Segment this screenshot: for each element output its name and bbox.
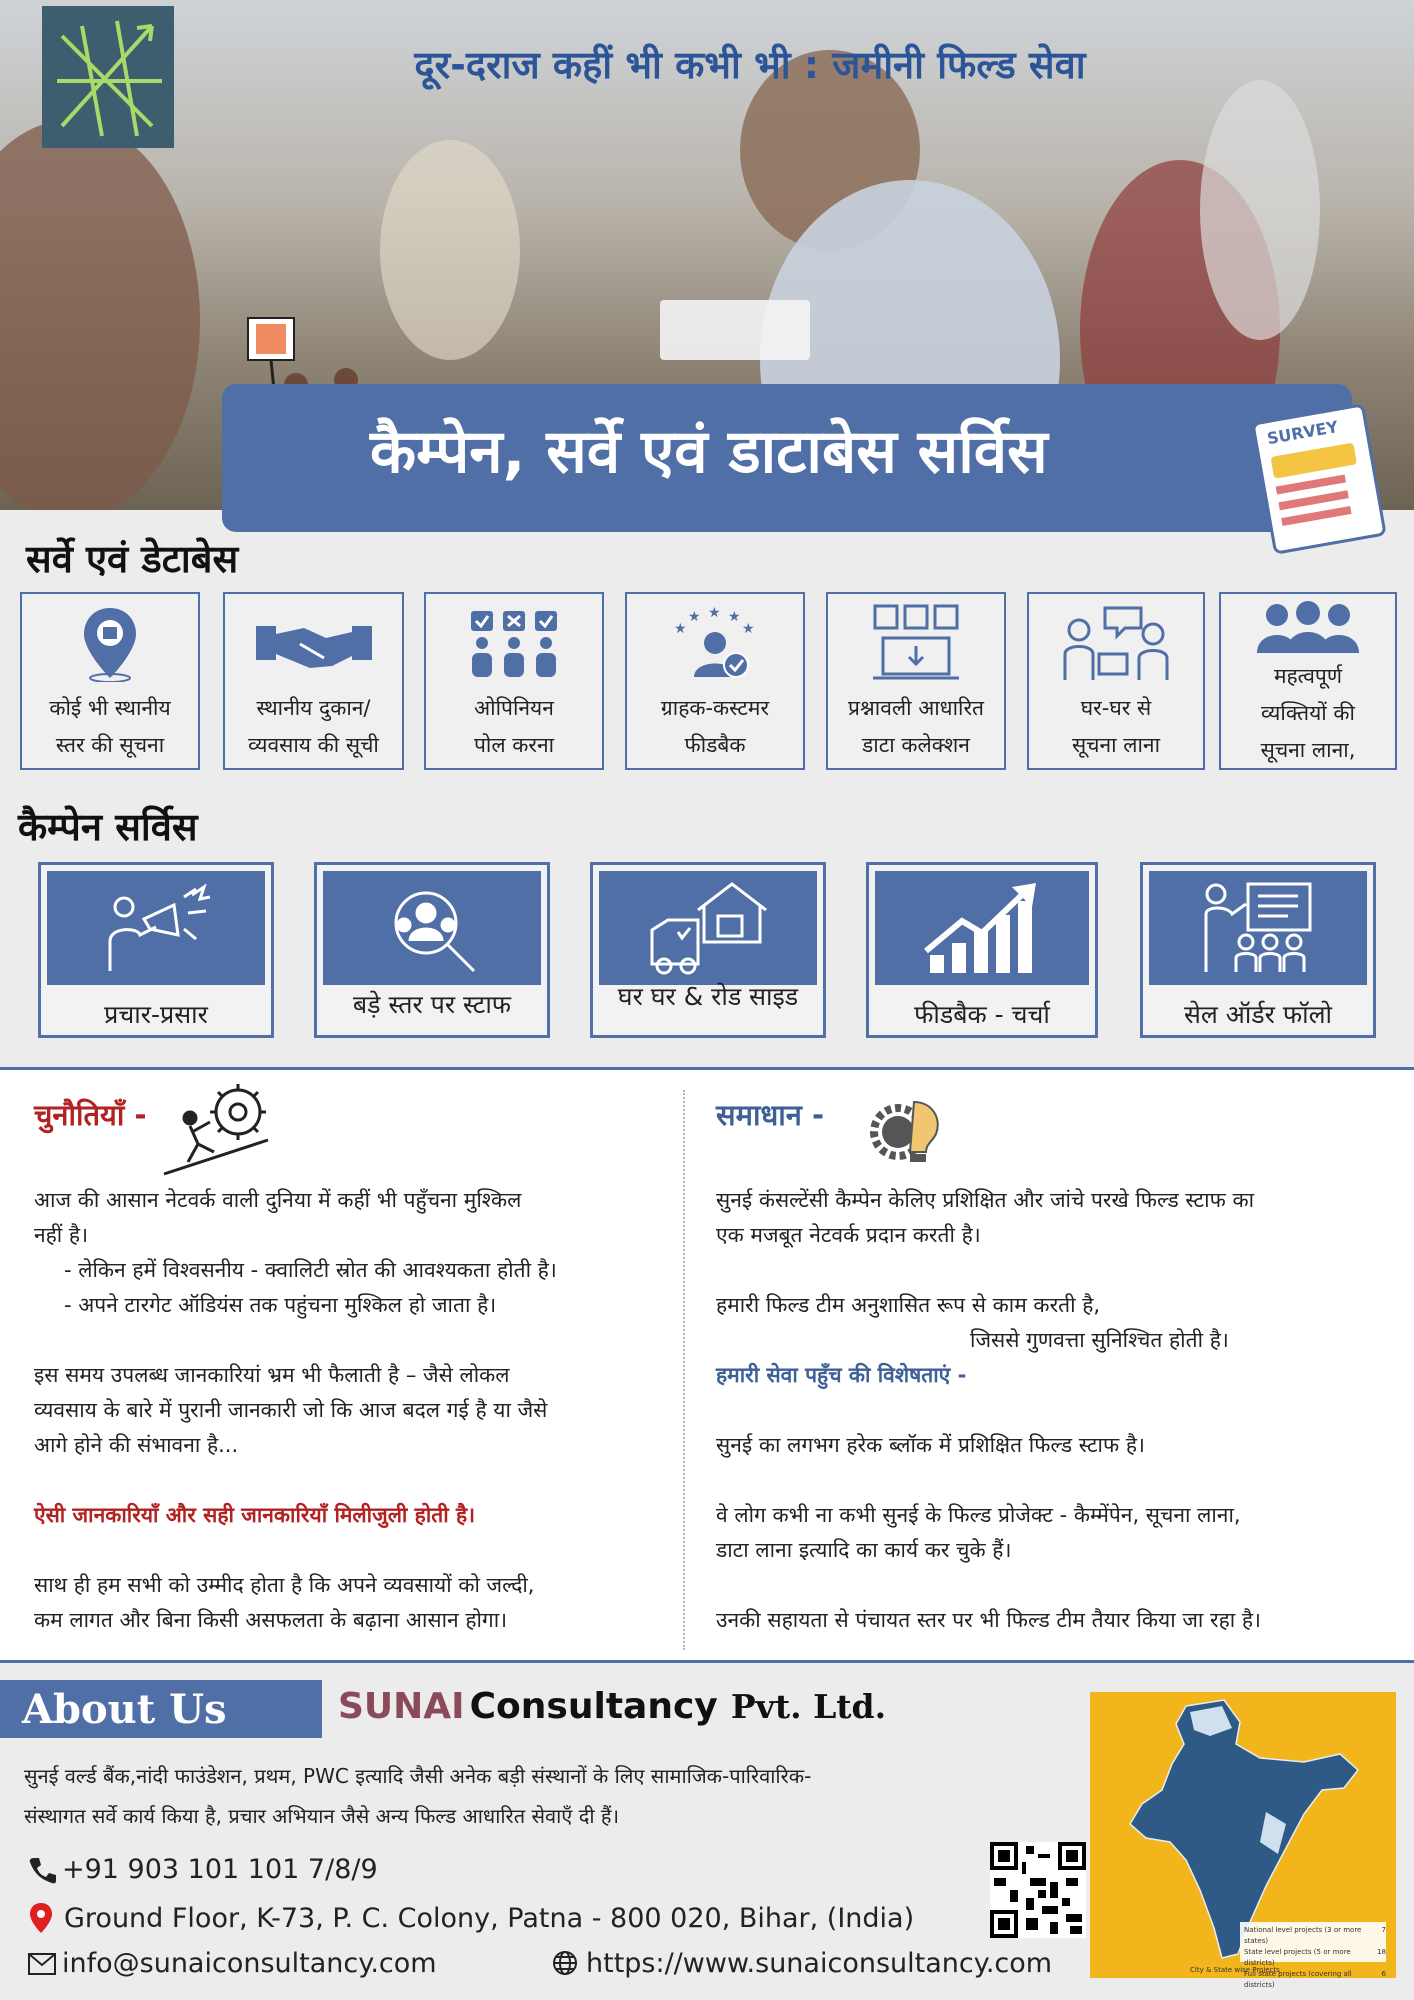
solution-body: सुनई कंसल्टेंसी कैम्पेन केलिए प्रशिक्षित और जांचे परखे फिल्ड स्टाफ का एक मजबूत नेटवर्क प्रदान करती है। हमारी फिल्ड टीम अनुशासित रूप से काम करती है, जिससे गुणवत्ता सुनिश्चित होती है। हमारी सेवा पहुँच की विशेषताएं - सुनई का लगभग हरेक ब्लॉक में प्रशिक्षित फिल्ड स्टाफ है। वे लोग कभी ना कभी सुनई के फिल्ड प्रोजेक्ट - कैम्मेंपेन, सूचना लाना, डाटा लाना इत्यादि का कार्य कर चुके हैं। उनकी सहायता से पंचायत स्तर पर भी फिल्ड टीम तैयार किया जा रहा है। xyxy=(716,1183,1396,1638)
survey-item-label: कोई भी स्थानीय स्तर की सूचना xyxy=(49,696,171,757)
survey-item-label: घर-घर से सूचना लाना xyxy=(1071,696,1161,757)
laptop-form-icon xyxy=(828,604,1004,684)
mail-icon xyxy=(28,1951,62,1977)
delivery-truck-icon xyxy=(599,871,817,985)
presentation-icon xyxy=(1149,871,1367,985)
location-pin-icon xyxy=(28,1902,64,1934)
india-projects-map xyxy=(1090,1692,1396,1989)
handshake-icon xyxy=(225,604,402,684)
campaign-item-label: बड़े स्तर पर स्टाफ xyxy=(352,990,512,1019)
gear-bulb-icon xyxy=(866,1088,946,1174)
about-description: सुनई वर्ल्ड बैंक,नांदी फाउंडेशन, प्रथम, PWC इत्यादि जैसी अनेक बड़ी संस्थानों के लिए सामाजिक-पारिवारिक- संस्थागत सर्वे कार्य किया है, प्रचार अभियान जैसे अन्य फिल्ड आधारित सेवाएँ दी हैं। xyxy=(24,1764,812,1828)
hero-tagline: दूर-दराज कहीं भी कभी भी : जमीनी फिल्ड सेवा xyxy=(414,43,1086,87)
solution-subtitle: हमारी सेवा पहुँच की विशेषताएं - xyxy=(716,1363,967,1387)
survey-item-label: ओपिनियन पोल करना xyxy=(473,696,555,757)
map-legend: National level projects (3 or more states) 7 State level projects (5 or more districts) 18 Full state projects (covering all districts) 6 xyxy=(1244,1926,1386,1989)
svg-text:★: ★ xyxy=(708,607,721,621)
campaign-section-heading: कैम्पेन सर्विस xyxy=(18,805,198,849)
survey-item-opinion-poll xyxy=(424,592,604,770)
qr-code xyxy=(990,1842,1086,1938)
location-pin-icon xyxy=(22,604,198,684)
survey-item-label: स्थानीय दुकान/ व्यवसाय की सूची xyxy=(248,696,379,757)
email-row xyxy=(28,1948,437,1979)
banner-title: कैम्पेन, सर्वे एवं डाटाबेस सर्विस xyxy=(370,417,1048,487)
survey-item-label: प्रश्नावली आधारित डाटा कलेक्शन xyxy=(847,696,985,757)
survey-item-label: ग्राहक-कस्टमर फीडबैक xyxy=(660,696,770,757)
campaign-item-label: घर घर & रोड साइड xyxy=(617,982,799,1011)
globe-icon xyxy=(552,1950,586,1978)
staff-search-icon xyxy=(323,871,541,985)
survey-item-customer-feedback xyxy=(625,592,805,770)
survey-item-shop-list xyxy=(223,592,404,770)
survey-item-label: महत्वपूर्ण व्यक्तियों की सूचना लाना, xyxy=(1260,664,1356,762)
campaign-item-promotion xyxy=(38,862,274,1038)
address-row xyxy=(28,1902,914,1934)
map-caption: City & State wise Projects xyxy=(1190,1966,1280,1974)
phone-icon xyxy=(28,1855,62,1885)
panel-divider xyxy=(683,1090,685,1650)
campaign-item-feedback-discussion xyxy=(866,862,1098,1038)
svg-text:★: ★ xyxy=(742,621,755,637)
company-logo xyxy=(42,6,174,148)
phone-row xyxy=(28,1854,378,1885)
campaign-item-sale-order xyxy=(1140,862,1376,1038)
campaign-item-label: प्रचार-प्रसार xyxy=(104,1000,208,1029)
climbing-gears-icon xyxy=(158,1078,278,1178)
svg-text:★: ★ xyxy=(688,609,701,625)
svg-text:★: ★ xyxy=(674,621,687,637)
survey-section-heading: सर्वे एवं डेटाबेस xyxy=(26,537,239,581)
company-name: SUNAI Consultancy Pvt. Ltd. xyxy=(338,1686,887,1727)
solution-title: समाधान - xyxy=(716,1098,825,1132)
survey-item-door-to-door xyxy=(1027,592,1205,770)
challenges-body: आज की आसान नेटवर्क वाली दुनिया में कहीं भी पहुँचना मुश्किल नहीं है। - लेकिन हमें विश्वसनीय - क्वालिटी स्रोत की आवश्यकता होती है। - अपने टारगेट ऑडियंस तक पहुंचना मुश्किल हो जाता है। इस समय उपलब्ध जानकारियां भ्रम भी फैलाती है – जैसे लोकल व्यवसाय के बारे में पुरानी जानकारी जो कि आज बदल गई है या जैसे आगे होने की संभावना है... ऐसी जानकारियाँ और सही जानकारियाँ मिलीजुली होती है। साथ ही हम सभी को उम्मीद होता है कि अपने व्यवसायों को जल्दी, कम लागत और बिना किसी असफलता के बढ़ाना आसान होगा। xyxy=(34,1183,674,1638)
door-to-door-icon xyxy=(1029,604,1203,684)
growth-chart-icon xyxy=(875,871,1089,985)
campaign-item-label: फीडबैक - चर्चा xyxy=(914,1000,1050,1029)
svg-text:★: ★ xyxy=(728,609,741,625)
survey-item-questionnaire xyxy=(826,592,1006,770)
survey-card-label: SURVEY xyxy=(1265,417,1340,449)
group-icon xyxy=(1221,598,1395,658)
website-row xyxy=(552,1948,1052,1979)
challenges-title: चुनौतियाँ - xyxy=(34,1098,147,1132)
address-text: Ground Floor, K-73, P. C. Colony, Patna - 800 020, Bihar, (India) xyxy=(64,1902,915,1934)
customer-rating-icon xyxy=(627,604,803,684)
megaphone-icon xyxy=(47,871,265,985)
survey-item-local-info xyxy=(20,592,200,770)
campaign-item-door-roadside xyxy=(590,862,826,1038)
phone-number[interactable]: +91 903 101 101 7/8/9 xyxy=(62,1854,378,1885)
survey-card-icon xyxy=(1251,403,1387,555)
about-us-tab: About Us xyxy=(0,1680,322,1738)
campaign-item-label: सेल ऑर्डर फॉलो xyxy=(1183,1000,1333,1029)
website-link[interactable]: https://www.sunaiconsultancy.com xyxy=(586,1948,1053,1979)
survey-item-important-persons xyxy=(1219,592,1397,770)
email-link[interactable]: info@sunaiconsultancy.com xyxy=(62,1948,437,1979)
poll-icon xyxy=(426,604,602,684)
challenges-highlight: ऐसी जानकारियाँ और सही जानकारियाँ मिलीजुली होती है। xyxy=(34,1503,476,1527)
campaign-item-large-staff xyxy=(314,862,550,1038)
